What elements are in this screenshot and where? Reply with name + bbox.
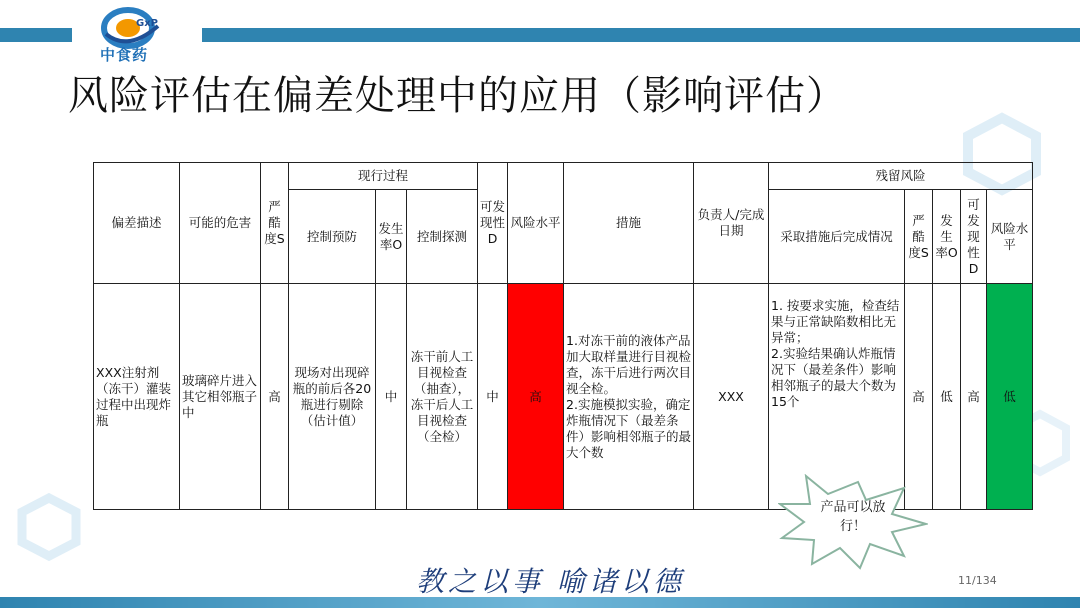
header-detectability: 可发现性D [478,163,508,284]
header-residual-risk: 残留风险 [769,163,1033,190]
header-severity: 严酷度S [261,163,289,284]
header-res-severity: 严酷度S [905,190,933,284]
header-res-occurrence: 发生率O [933,190,961,284]
risk-assessment-table [93,162,1033,510]
cell-after-measures: 1. 按要求实施，检查结果与正常缺陷数相比无异常； 2.实验结果确认炸瓶情况下（最差条件）影响相邻瓶子的最大个数为15个 [769,284,905,510]
header-control-detection: 控制探测 [407,190,478,284]
header-measures: 措施 [564,163,694,284]
cell-res-occurrence: 低 [933,284,961,510]
cell-control-detection: 冻干前人工目视检查（抽查），冻干后人工目视检查（全检） [407,284,478,510]
header-res-risk-level: 风险水平 [987,190,1033,284]
header-hazard: 可能的危害 [180,163,261,284]
cell-res-risk-level: 低 [987,284,1033,510]
header-owner-date: 负责人/完成日期 [694,163,769,284]
header-control-prevention: 控制预防 [289,190,376,284]
header-deviation: 偏差描述 [94,163,180,284]
cell-measures: 1.对冻干前的液体产品加大取样量进行目视检查，冻干后进行两次目视全检。 2.实施模拟实验，确定炸瓶情况下（最差条件）影响相邻瓶子的最大个数 [564,284,694,510]
hexagon-decoration [14,492,84,562]
cell-res-detectability: 高 [961,284,987,510]
cell-deviation: XXX注射剂（冻干）灌装过程中出现炸瓶 [94,284,180,510]
cell-risk-level: 高 [508,284,564,510]
cell-hazard: 玻璃碎片进入其它相邻瓶子中 [180,284,261,510]
header-occurrence: 发生率O [376,190,407,284]
callout-text: 产品可以放行！ [820,500,886,534]
brand-tag: GxP [136,18,158,29]
header-risk-level: 风险水平 [508,163,564,284]
cell-detectability: 中 [478,284,508,510]
cell-occurrence: 中 [376,284,407,510]
cell-severity: 高 [261,284,289,510]
cell-res-severity: 高 [905,284,933,510]
cell-owner-date: XXX [694,284,769,510]
header-after-measures: 采取措施后完成情况 [769,190,905,284]
slide-title: 风险评估在偏差处理中的应用（影响评估） [68,73,847,119]
page-number: 11/134 [958,574,997,587]
header-res-detectability: 可发现性D [961,190,987,284]
footer-motto: 教之以事 喻诸以德 [416,565,685,598]
header-current-process: 现行过程 [289,163,478,190]
cell-control-prevention: 现场对出现碎瓶的前后各20瓶进行剔除（估计值） [289,284,376,510]
brand-name: 中食药 [100,46,149,64]
